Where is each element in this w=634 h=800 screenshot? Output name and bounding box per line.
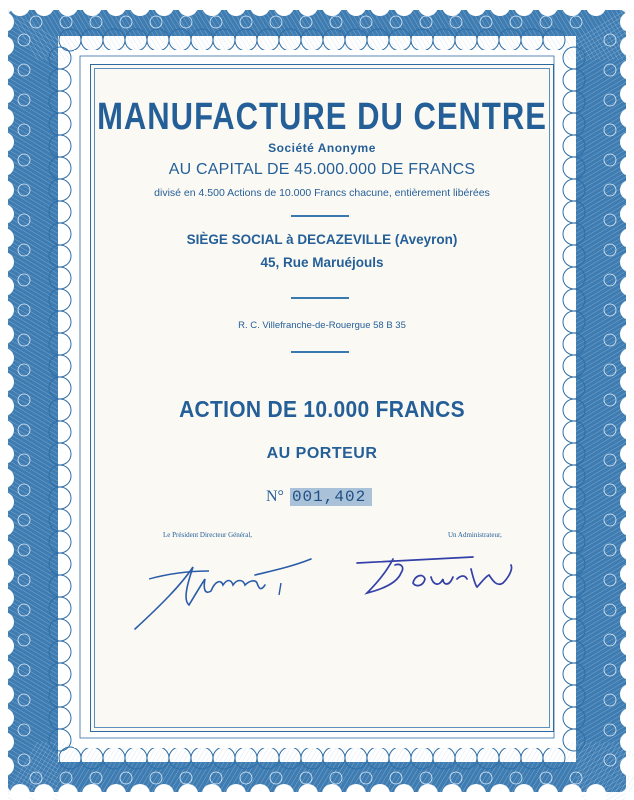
divider-2 [291,297,349,299]
number-prefix: N° [266,488,284,505]
address: 45, Rue Maruéjouls [260,255,384,270]
registry-number: R. C. Villefranche-de-Rouergue 58 B 35 [238,320,406,331]
company-form: Société Anonyme [268,141,376,155]
signatory-left-title: Le Président Directeur Général, [163,531,253,539]
president-signature [131,545,321,635]
signatory-right-title: Un Administrateur, [448,531,502,539]
divider-1 [291,215,349,217]
divider-3 [291,351,349,353]
certificate-number-row [266,488,372,506]
certificate-number: 001,402 [290,488,372,506]
share-title: ACTION DE 10.000 FRANCS [179,397,465,423]
certificate-panel [90,64,554,732]
share-type: AU PORTEUR [266,445,378,462]
capital-line: AU CAPITAL DE 45.000.000 DE FRANCS [168,161,476,178]
registered-office: SIÈGE SOCIAL à DECAZEVILLE (Aveyron) [186,232,458,247]
shares-description: divisé en 4.500 Actions de 10.000 Francs chacune, entièrement libérées [154,187,490,199]
company-name: MANUFACTURE DU CENTRE [97,95,547,138]
administrator-signature [353,543,533,603]
